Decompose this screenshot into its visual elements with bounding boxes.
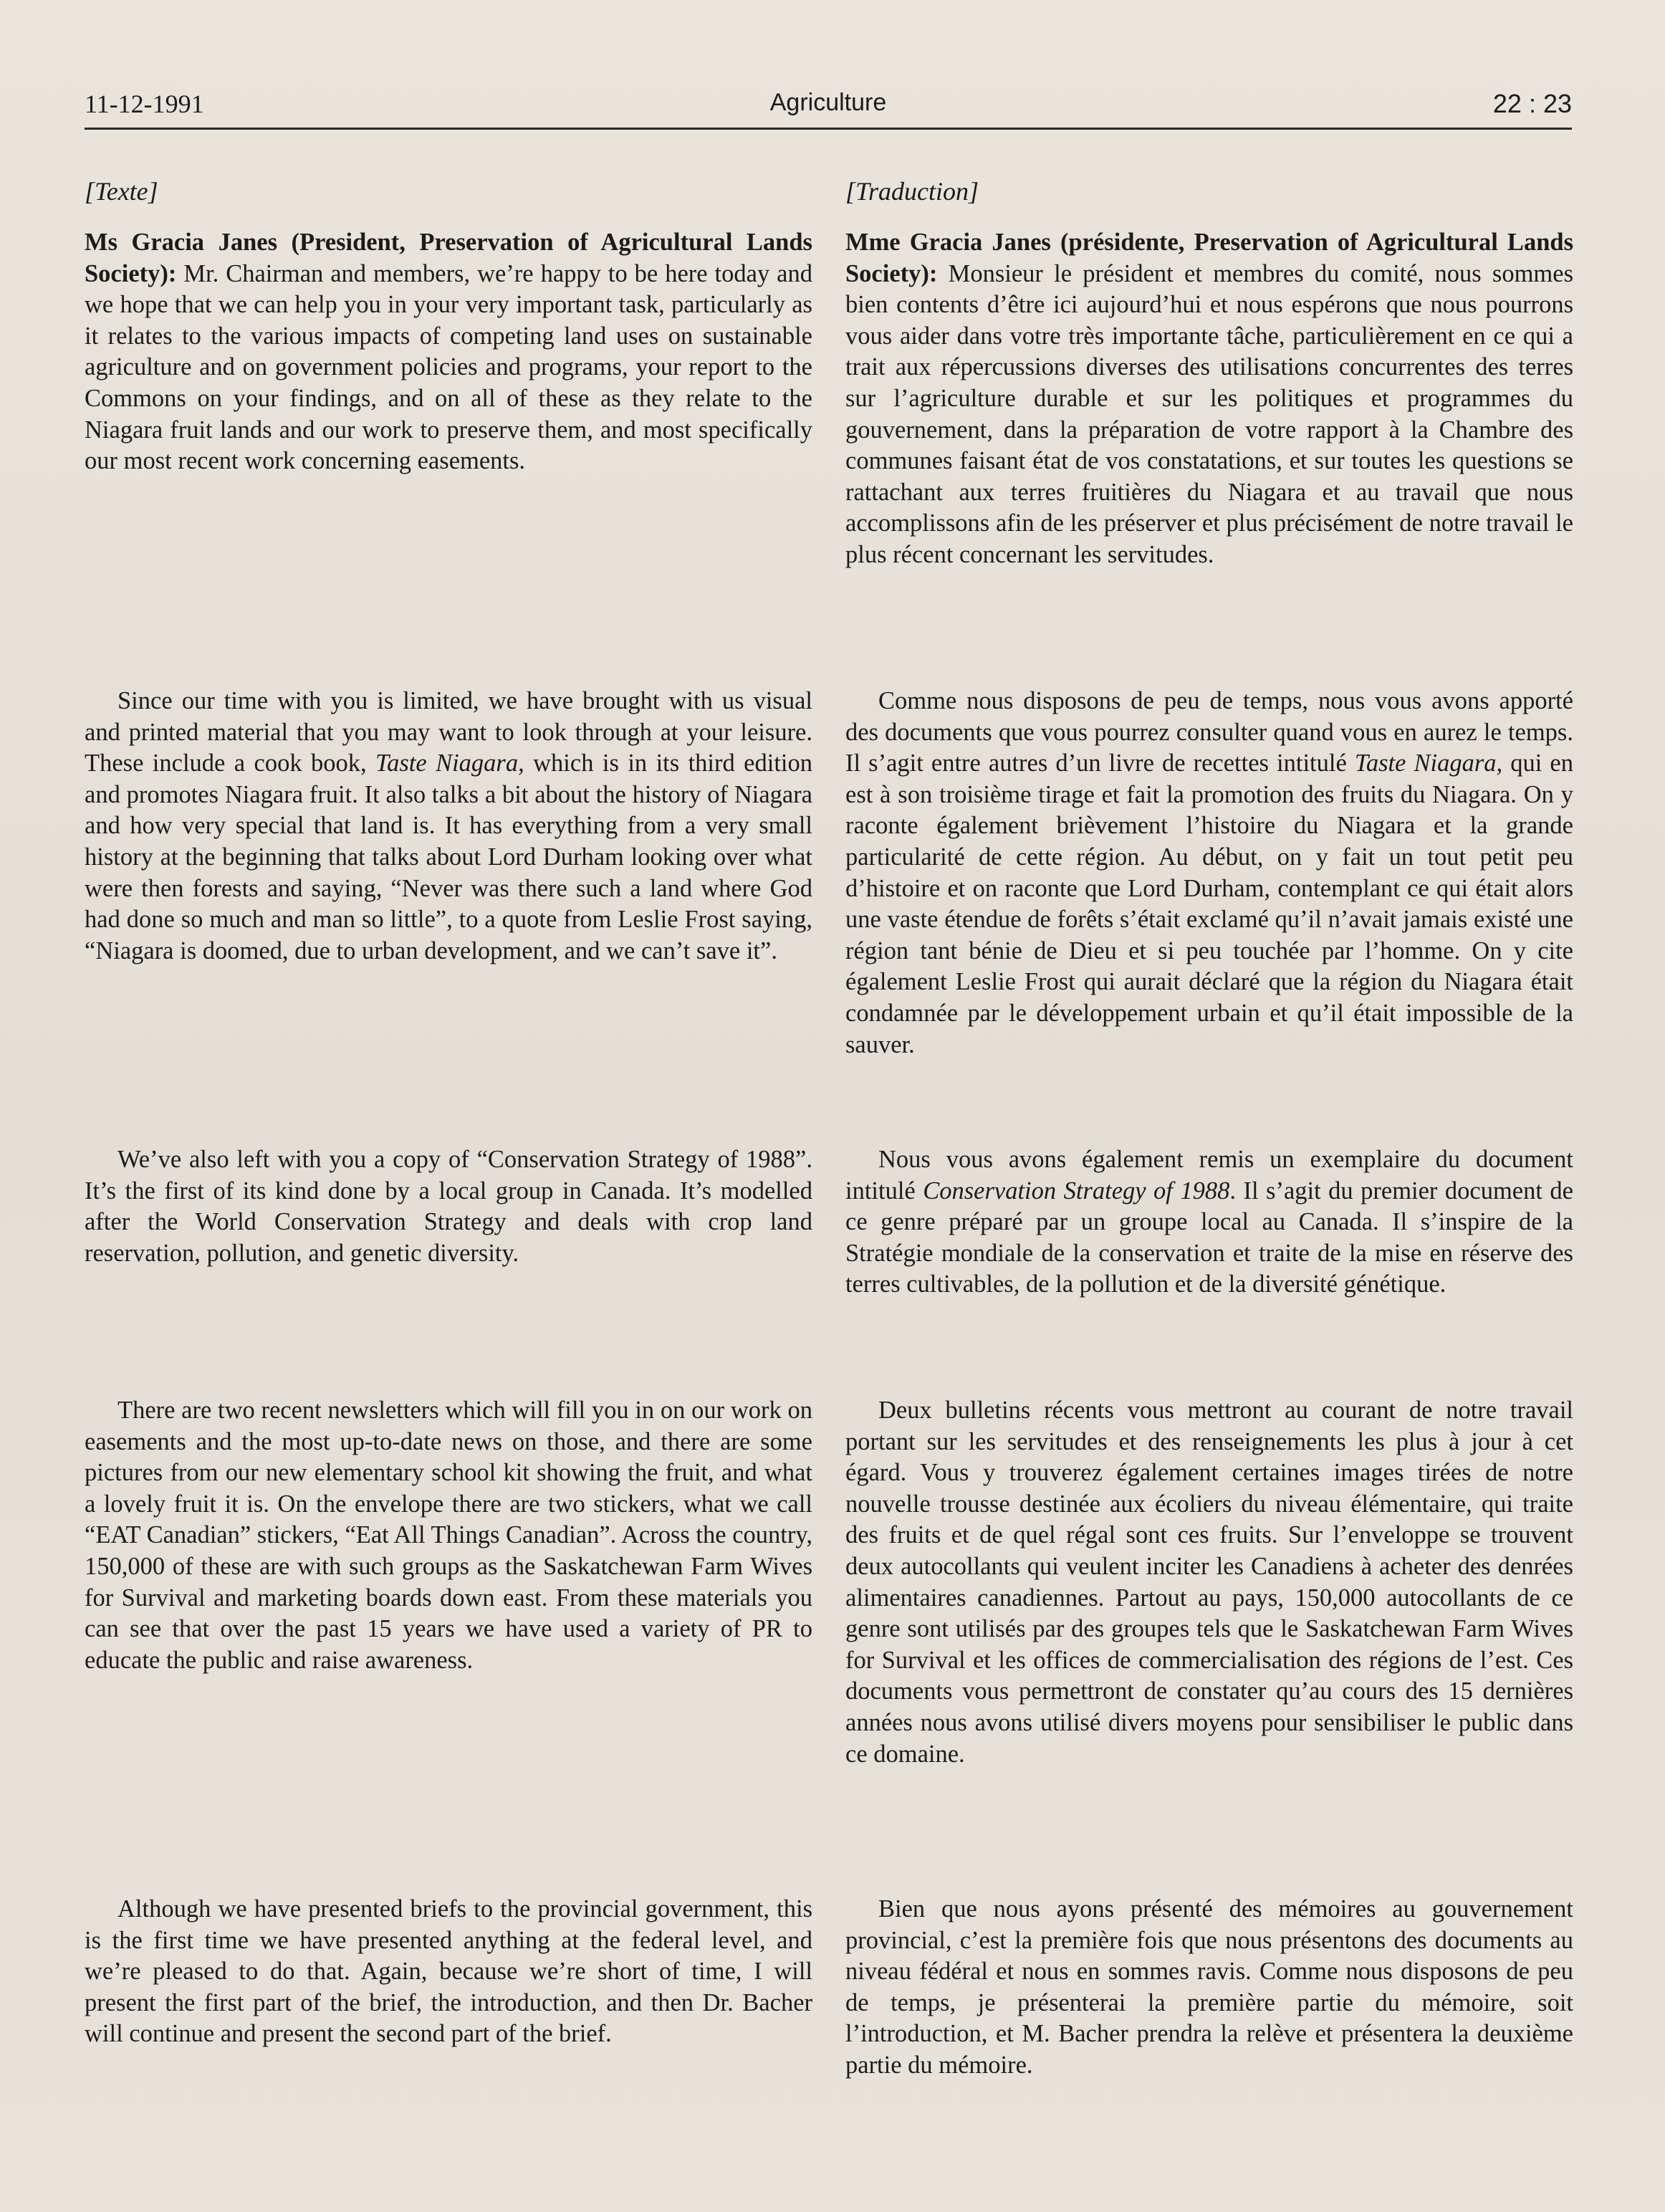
- french-paragraph-2: [845, 686, 1573, 1060]
- text-tag: [Texte]: [85, 177, 158, 206]
- french-paragraph-5: Bien que nous ayons présenté des mémoires au gouvernement provincial, c’est la première fois que nous présentons des documents au niveau fédéral et nous en sommes ravis. Comme nous disposons de peu de temps, je présenterai la première partie du mémoire, soit l’introduction, et M. Bacher prendra la relève et présentera la deuxième partie du mémoire.: [845, 1895, 1573, 2079]
- french-paragraph-4: Deux bulletins récents vous mettront au courant de notre travail portant sur les servitudes et des renseignements les plus à jour à cet égard. Vous y trouverez également certaines images tirées de notre nouvelle trousse destinée aux écoliers du niveau élémentaire, qui traite des fruits et de quel régal sont ces fruits. Sur l’enveloppe se trouvent deux autocollants qui veulent inciter les Canadiens à acheter des denrées alimentaires canadiennes. Partout au pays, 150,000 autocollants de ce genre sont utilisés par des groupes tels que le Saskatchewan Farm Wives for Survival et les offices de commercialisation des régions de l’est. Ces documents vous permettront de constater qu’au cours des 15 dernières années nous avons utilisé divers moyens pour sensibiliser le public dans ce domaine.: [845, 1397, 1573, 1768]
- english-paragraph-1: [85, 227, 812, 477]
- paragraph-text: which is in its third edition and promotes Niagara fruit. It also talks a bit about the history of Niagara and how very special that land is. It has everything from a very small history at the beginning that talks about Lord Durham looking over what were then forests and saying, “Never was there such a land where God had done so much and man so little”, to a quote from Leslie Frost saying, “Niagara is doomed, due to urban development, and we can’t save it”.: [85, 750, 812, 964]
- page-header: [85, 85, 1572, 130]
- english-paragraph-5: Although we have presented briefs to the provincial government, this is the first time we have presented anything at the federal level, and we’re pleased to do that. Again, because we’re short of time, I will present the first part of the brief, the introduction, and then Dr. Bacher will continue and present the second part of the brief.: [85, 1895, 812, 2048]
- french-paragraph-1: [845, 227, 1573, 571]
- book-title: Taste Niagara,: [1354, 750, 1503, 777]
- paragraph-text: Mr. Chairman and members, we’re happy to be here today and we hope that we can help you in your very important task, particularly as it relates to the various impacts of competing land uses on sustainable agriculture and on government policies and programs, your report to the Commons on your findings, and on all of these as they relate to the Niagara fruit lands and our work to preserve them, and most specifically our most recent work concerning easements.: [85, 259, 812, 475]
- header-page-number: 22 : 23: [1492, 89, 1572, 118]
- paragraph-text: Comme nous disposons de peu de temps, nous vous avons apporté des documents que vous pourrez consulter quand vous en aurez le temps. Il s’agit entre autres d’un livre de recettes intitulé: [845, 687, 1573, 777]
- french-paragraph-3: [845, 1144, 1573, 1301]
- english-column: [85, 176, 812, 2048]
- english-paragraph-2: [85, 686, 812, 967]
- paragraph-text: . Il s’agit du premier document de ce genre préparé par un groupe local au Canada. Il s’inspire de la Stratégie mondiale de la conservation et traite de la mise en réserve des terres cultivables, de la pollution et de la diversité génétique.: [845, 1177, 1573, 1298]
- book-title: Taste Niagara,: [375, 750, 524, 777]
- english-paragraph-4: There are two recent newsletters which will fill you in on our work on easements and the most up-to-date news on those, and there are some pictures from our new elementary school kit showing the fruit, and what a lovely fruit it is. On the envelope there are two stickers, what we call “EAT Canadian” stickers, “Eat All Things Canadian”. Across the country, 150,000 of these are with such groups as the Saskatchewan Farm Wives for Survival and marketing boards down east. From these materials you can see that over the past 15 years we have used a variety of PR to educate the public and raise awareness.: [85, 1397, 812, 1674]
- paragraph-text: Since our time with you is limited, we have brought with us visual and printed material that you may want to look through at your leisure. These include a cook book,: [85, 687, 812, 777]
- paragraph-text: Nous vous avons également remis un exemplaire du document intitulé: [845, 1146, 1573, 1205]
- header-title: Agriculture: [769, 89, 887, 116]
- header-date: 11-12-1991: [85, 90, 204, 118]
- translation-tag: [Traduction]: [845, 177, 979, 206]
- paragraph-text: Monsieur le président et membres du comité, nous sommes bien contents d’être ici aujourd’hui et nous espérons que nous pourrons vous aider dans votre très importante tâche, particulièrement en ce qui a trait aux répercussions diverses des utilisations concurrentes des terres sur l’agriculture durable et sur les politiques et programmes du gouvernement, dans la préparation de votre rapport à la Chambre des communes faisant état de vos constatations, et sur toutes les questions se rattachant aux terres fruitières du Niagara et au travail que nous accomplissons afin de les préserver et plus précisément de notre travail le plus récent concernant les servitudes.: [845, 259, 1573, 568]
- speaker-name: Ms Gracia Janes (President, Preservation of Agricultural Lands Society):: [85, 229, 812, 287]
- french-column: [845, 176, 1573, 2079]
- paragraph-text: qui en est à son troisième tirage et fait la promotion des fruits du Niagara. On y raconte également brièvement l’histoire du Niagara et la grande particularité de cette région. Au début, on y fait un tout petit peu d’histoire et on raconte que Lord Durham, contemplant ce qui était alors une vaste étendue de forêts s’était exclamé qu’il n’avait jamais existé une région tant bénie de Dieu et si peu touchée par l’homme. On y cite également Leslie Frost qui aurait déclaré que la région du Niagara était condamnée par le développement urbain et qu’il était impossible de la sauver.: [845, 750, 1573, 1058]
- document-title: Conservation Strategy of 1988: [923, 1177, 1230, 1205]
- english-paragraph-3: We’ve also left with you a copy of “Conservation Strategy of 1988”. It’s the first of its kind done by a local group in Canada. It’s modelled after the World Conservation Strategy and deals with crop land reservation, pollution, and genetic diversity.: [85, 1146, 812, 1267]
- speaker-name: Mme Gracia Janes (présidente, Preservation of Agricultural Lands Society):: [845, 229, 1573, 287]
